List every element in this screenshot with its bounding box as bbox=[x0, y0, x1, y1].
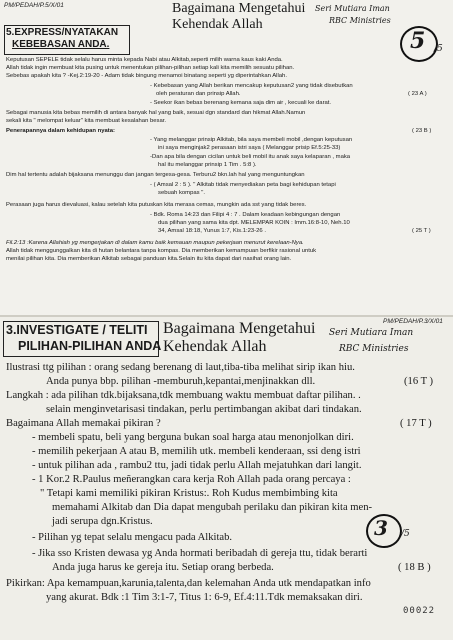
text-line: 34, Amsal 18:18, Yunus 1:7, Kis.1:23-26 . bbox=[158, 228, 266, 234]
text-line: Ilustrasi ttg pilihan : orang sedang berenang di laut,tiba-tiba melihat sirip ikan hiu. bbox=[6, 362, 355, 373]
section-title-line1: 5.EXPRESS/NYATAKAN bbox=[6, 27, 119, 38]
document-code: PM/PEDAH/P.3/X/01 bbox=[383, 318, 443, 325]
reference-code: (16 T ) bbox=[404, 376, 434, 387]
text-line: sekali kita " melompat keluar" kita membuat kesalahan besar. bbox=[6, 118, 167, 124]
text-line: ini saya menginjak2 perasaan istri saya ( Melanggar prisip Ef.5:25-33) bbox=[158, 145, 341, 151]
text-line: jadi serupa dgn.Kristus. bbox=[52, 516, 153, 527]
series-publisher: RBC Ministries bbox=[339, 344, 409, 354]
reference-code: ( 23 B ) bbox=[412, 128, 432, 134]
text-line: Allah tidak ingin membuat kita pusing untuk menentukan pilihan-pilihan setiap kali kita memilih sesuatu pilihan. bbox=[6, 65, 295, 71]
text-line: Anda punya bbp. pilihan -memburuh,kepantai,menjinakkan dll. bbox=[46, 376, 316, 387]
text-line: Pikirkan: Apa kemampuan,karunia,talenta,dan kelemahan Anda utk mendapatkan info bbox=[6, 578, 371, 589]
text-line: hal itu melanggar prinsip 1 Tim . 5:8 ). bbox=[158, 162, 257, 168]
text-line: " Tetapi kami memiliki pikiran Kristus:. Roh Kudus membimbing kita bbox=[40, 488, 338, 499]
text-line: - Pilihan yg tepat selalu mengacu pada Alkitab. bbox=[32, 532, 233, 543]
lesson-number: 3 bbox=[374, 516, 388, 540]
series-name: Seri Mutiara Iman bbox=[329, 328, 414, 338]
text-line: Anda juga harus ke gereja itu. Setiap orang berbeda. bbox=[52, 562, 274, 573]
text-line: memahami Alkitab dan Dia dapat mengubah perilaku dan pikiran kita men- bbox=[52, 502, 373, 513]
text-line: - Kebebasan yang Allah berikan mencakup keputusan2 yang tidak disebutkan bbox=[150, 83, 353, 89]
reference-code: ( 23 A ) bbox=[408, 91, 427, 97]
text-line: - membeli spatu, beli yang berguna bukan soal harga atau menonjolkan diri. bbox=[32, 432, 354, 443]
text-line: Sebagai manusia kita bebas memilih di antara banyak hal yang baik, sesuai dgn standard dan hikmat Allah.Namun bbox=[6, 110, 306, 116]
reference-code: ( 25 T ) bbox=[412, 228, 431, 234]
section-title-line2: KEBEBASAN ANDA. bbox=[12, 39, 110, 50]
subheading: Penerapannya dalam kehidupan nyata: bbox=[6, 128, 116, 134]
text-line: Langkah : ada pilihan tdk.bijaksana,tdk membuang waktu membuat daftar pilihan. . bbox=[6, 390, 361, 401]
text-line: Allah tidak menggunggalkan kita di hutan belantara tanpa kompas. Dia memberikan kemampuan berfikir rasional untuk bbox=[6, 248, 317, 254]
text-line: menilai pilihan kita. Dia memberikan Alkitab sebagai panduan kita.Selain itu kita dapat dari nasihat orang lain. bbox=[6, 256, 292, 262]
lesson-total: /5 bbox=[434, 44, 443, 54]
text-line: - 1 Kor.2 R.Paulus meñerangkan cara kerja Roh Allah pada orang percaya : bbox=[32, 474, 351, 485]
text-line: - Seekor ikan bebas berenang kemana saja dim air , kecuali ke darat. bbox=[150, 100, 332, 106]
text-line: - memilih pekerjaan A atau B, memilih utk. membeli kenderaan, ssi deng istri bbox=[32, 446, 361, 457]
reference-code: ( 17 T ) bbox=[400, 418, 432, 429]
text-line: yang akurat. Bdk :1 Tim 3:1-7, Titus 1: 6-9, Ef.4:11.Tdk memaksakan diri. bbox=[46, 592, 363, 603]
text-line: - Bdk. Roma 14:23 dan Filipi 4 : 7 . Dalam keadaan kebingungan dengan bbox=[150, 212, 341, 218]
text-line: selain menginvetarisasi tindakan, perlu pertimbangan akibat dari tindakan. bbox=[46, 404, 362, 415]
text-line: sebuah kompas ". bbox=[158, 190, 205, 196]
text-line: oleh peraturan dan prinsip Allah. bbox=[156, 91, 241, 97]
lesson-5-sheet bbox=[0, 0, 453, 317]
section-title-line2: PILIHAN-PILIHAN ANDA bbox=[18, 339, 162, 353]
lesson-3-sheet bbox=[0, 317, 453, 640]
page-stamp: 00022 bbox=[403, 606, 436, 616]
heading-line1: Bagaimana Mengetahui bbox=[172, 1, 306, 16]
reference-code: ( 18 B ) bbox=[398, 562, 431, 573]
section-title-line1: 3.INVESTIGATE / TELITI bbox=[6, 323, 148, 337]
text-line: Bagaimana Allah memakai pikiran ? bbox=[6, 418, 161, 429]
lesson-number: 5 bbox=[410, 28, 426, 54]
heading-line1: Bagaimana Mengetahui bbox=[163, 320, 316, 337]
series-name: Seri Mutiara Iman bbox=[315, 4, 390, 13]
text-line: dua pilihan yang sama kita dpt. MELEMPAR KOIN : Imm.16:8-10, Neh.10 bbox=[158, 220, 350, 226]
text-line: Dim hal tertentu adalah bijaksana menunggu dan jangan tergesa-gesa. Terburu2 bkn.lah hal yang menguntungkan bbox=[6, 172, 305, 178]
series-publisher: RBC Ministries bbox=[329, 16, 391, 25]
text-line: - ( Amsal 2 : 5 ). " Alkitab tidak menyediakan peta bagi kehidupan tetapi bbox=[150, 182, 336, 188]
document-code: PM/PEDAH/P.5/X/01 bbox=[4, 2, 64, 9]
lesson-total: /5 bbox=[401, 529, 410, 539]
text-line: -Dan apa bila dengan cicilan untuk beli mobil itu anak saya kelaparan , maka bbox=[150, 154, 351, 160]
text-line: - Yang melanggar prinsip Alkitab, bila saya membeli mobil ,dengan keputusan bbox=[150, 137, 353, 143]
text-line: - Jika sso Kristen dewasa yg Anda hormati beribadah di gereja ttu, tidak berarti bbox=[32, 548, 368, 559]
text-line: Keputusan SEPELE tidak selalu harus minta kepada Nabi atau Alkitab,seperti milih warna kaus kaki Anda. bbox=[6, 57, 283, 63]
text-line: Perasaan juga harus dievaluasi, kalau setelah kita putuskan kita merasa cemas, mungkin ada sst yang tidak beres. bbox=[6, 202, 307, 208]
heading-line2: Kehendak Allah bbox=[172, 17, 263, 32]
text-line: - untuk pilihan ada , rambu2 ttu, jadi tidak perlu Allah mejatuhkan dari langit. bbox=[32, 460, 362, 471]
heading-line2: Kehendak Allah bbox=[163, 338, 267, 355]
text-line: Sebebas apakah kita ? -Kej.2:19-20 - Adam tidak bingung menamoi binatang seperti yg diperintahkan Allah. bbox=[6, 73, 287, 79]
text-line: Fil.2:13 :Karena Allahiah yg mengerjakan di dalam kamu baik kemauan maupun pekerjaan menurut kerelaan-Nya. bbox=[6, 240, 304, 246]
